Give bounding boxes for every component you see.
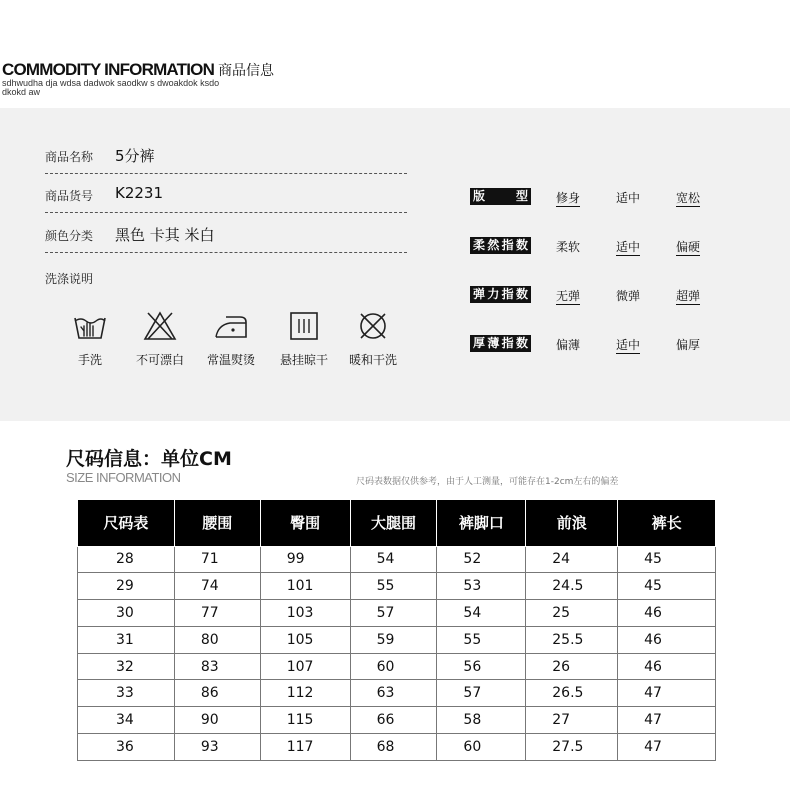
product-color-field (45, 227, 407, 253)
field-label: 商品货号 (45, 189, 94, 203)
header-title (2, 60, 274, 80)
attr-option: 修身 (556, 191, 581, 205)
table-cell: 36 (78, 734, 175, 761)
attr-option: 偏厚 (676, 338, 701, 352)
care-label: 手洗 (77, 353, 102, 367)
header-cell: 大腿围 (350, 500, 437, 546)
table-cell: 24 (526, 546, 618, 573)
attr-option: 适中 (616, 240, 641, 254)
table-cell: 66 (350, 707, 437, 734)
table-cell: 80 (174, 626, 260, 653)
table-row (78, 573, 716, 600)
table-row (78, 546, 716, 573)
table-cell: 74 (174, 573, 260, 600)
header-title-en: COMMODITY INFORMATION (2, 60, 215, 79)
attr-option: 宽松 (676, 191, 701, 205)
field-label: 颜色分类 (45, 229, 94, 243)
table-cell: 57 (437, 680, 526, 707)
table-cell: 31 (78, 626, 175, 653)
attr-option: 适中 (616, 191, 641, 205)
table-cell: 83 (174, 653, 260, 680)
table-cell: 26 (526, 653, 618, 680)
table-cell: 54 (437, 600, 526, 627)
table-cell: 57 (350, 600, 437, 627)
table-cell: 47 (618, 707, 716, 734)
table-cell: 55 (350, 573, 437, 600)
table-cell: 52 (437, 546, 526, 573)
table-cell: 117 (260, 734, 350, 761)
table-cell: 105 (260, 626, 350, 653)
table-cell: 46 (618, 626, 716, 653)
size-table (77, 500, 716, 761)
table-cell: 103 (260, 600, 350, 627)
header-cell: 腰围 (174, 500, 260, 546)
header-cell: 裤长 (618, 500, 716, 546)
care-item-hang-dry (269, 310, 339, 368)
header-cell: 臀围 (260, 500, 350, 546)
attr-option: 偏硬 (676, 240, 701, 254)
attr-option: 微弹 (616, 289, 641, 303)
attr-option: 柔软 (556, 240, 581, 254)
care-label: 暖和干洗 (348, 353, 397, 367)
table-cell: 115 (260, 707, 350, 734)
care-label: 不可漂白 (135, 353, 184, 367)
table-cell: 59 (350, 626, 437, 653)
attr-option: 无弹 (556, 289, 581, 303)
table-row (78, 734, 716, 761)
table-cell: 29 (78, 573, 175, 600)
table-cell: 46 (618, 600, 716, 627)
table-cell: 60 (350, 653, 437, 680)
table-cell: 27.5 (526, 734, 618, 761)
hand-wash-icon (72, 310, 108, 342)
table-row (78, 680, 716, 707)
size-info-title-en: SIZE INFORMATION (66, 470, 181, 485)
table-cell: 60 (437, 734, 526, 761)
attr-option: 偏薄 (556, 338, 581, 352)
elasticity-row (470, 286, 702, 306)
table-cell: 86 (174, 680, 260, 707)
table-cell: 112 (260, 680, 350, 707)
header-subtitle: sdhwudha dja wdsa dadwok saodkw s dwoakdok ksdo dkokd aw (2, 78, 220, 97)
table-row (78, 626, 716, 653)
attr-key: 厚薄指数 (470, 335, 531, 352)
table-cell: 58 (437, 707, 526, 734)
hang-dry-icon (287, 310, 321, 342)
no-bleach-icon (142, 310, 178, 342)
field-value: 5分裤 (115, 147, 155, 165)
table-cell: 28 (78, 546, 175, 573)
field-value: K2231 (115, 184, 164, 202)
table-cell: 32 (78, 653, 175, 680)
table-row (78, 653, 716, 680)
attr-key: 柔然指数 (470, 237, 531, 254)
size-info-note: 尺码表数据仅供参考，由于人工测量，可能存在1-2cm左右的偏差 (356, 477, 619, 487)
table-cell: 26.5 (526, 680, 618, 707)
care-item-iron (196, 310, 266, 368)
size-info-title: 尺码信息：单位CM (66, 448, 232, 470)
table-cell: 54 (350, 546, 437, 573)
product-name-field (45, 148, 407, 174)
header-title-cn: 商品信息 (218, 62, 275, 78)
wash-instructions-label: 洗涤说明 (45, 272, 94, 286)
table-cell: 45 (618, 573, 716, 600)
fit-type-row (470, 188, 702, 208)
care-item-no-bleach (125, 310, 195, 368)
table-cell: 107 (260, 653, 350, 680)
table-cell: 47 (618, 680, 716, 707)
attr-option: 适中 (616, 338, 641, 352)
table-cell: 30 (78, 600, 175, 627)
no-tumble-dry-icon (356, 310, 390, 342)
table-cell: 90 (174, 707, 260, 734)
table-cell: 25.5 (526, 626, 618, 653)
table-cell: 46 (618, 653, 716, 680)
table-cell: 25 (526, 600, 618, 627)
thickness-row (470, 335, 702, 355)
table-row (78, 600, 716, 627)
table-cell: 47 (618, 734, 716, 761)
attr-option: 超弹 (676, 289, 701, 303)
header-cell: 裤脚口 (437, 500, 526, 546)
table-cell: 53 (437, 573, 526, 600)
table-cell: 63 (350, 680, 437, 707)
table-cell: 93 (174, 734, 260, 761)
table-cell: 27 (526, 707, 618, 734)
table-cell: 99 (260, 546, 350, 573)
table-cell: 55 (437, 626, 526, 653)
table-cell: 68 (350, 734, 437, 761)
softness-row (470, 237, 702, 257)
care-label: 常温熨烫 (206, 353, 255, 367)
attr-key: 弹力指数 (470, 286, 531, 303)
table-cell: 45 (618, 546, 716, 573)
table-cell: 56 (437, 653, 526, 680)
table-cell: 33 (78, 680, 175, 707)
table-cell: 77 (174, 600, 260, 627)
care-item-hand-wash (55, 310, 125, 368)
attr-key: 版 型 (470, 188, 531, 205)
table-cell: 24.5 (526, 573, 618, 600)
size-table-header (78, 500, 716, 546)
field-value: 黑色 卡其 米白 (115, 226, 215, 244)
header-cell: 尺码表 (78, 500, 175, 546)
iron-icon (212, 310, 250, 342)
care-item-no-tumble-dry (338, 310, 408, 368)
care-label: 悬挂晾干 (279, 353, 328, 367)
header-cell: 前浪 (526, 500, 618, 546)
field-label: 商品名称 (45, 150, 94, 164)
product-sku-field (45, 184, 407, 213)
table-cell: 71 (174, 546, 260, 573)
table-cell: 34 (78, 707, 175, 734)
table-row (78, 707, 716, 734)
table-cell: 101 (260, 573, 350, 600)
